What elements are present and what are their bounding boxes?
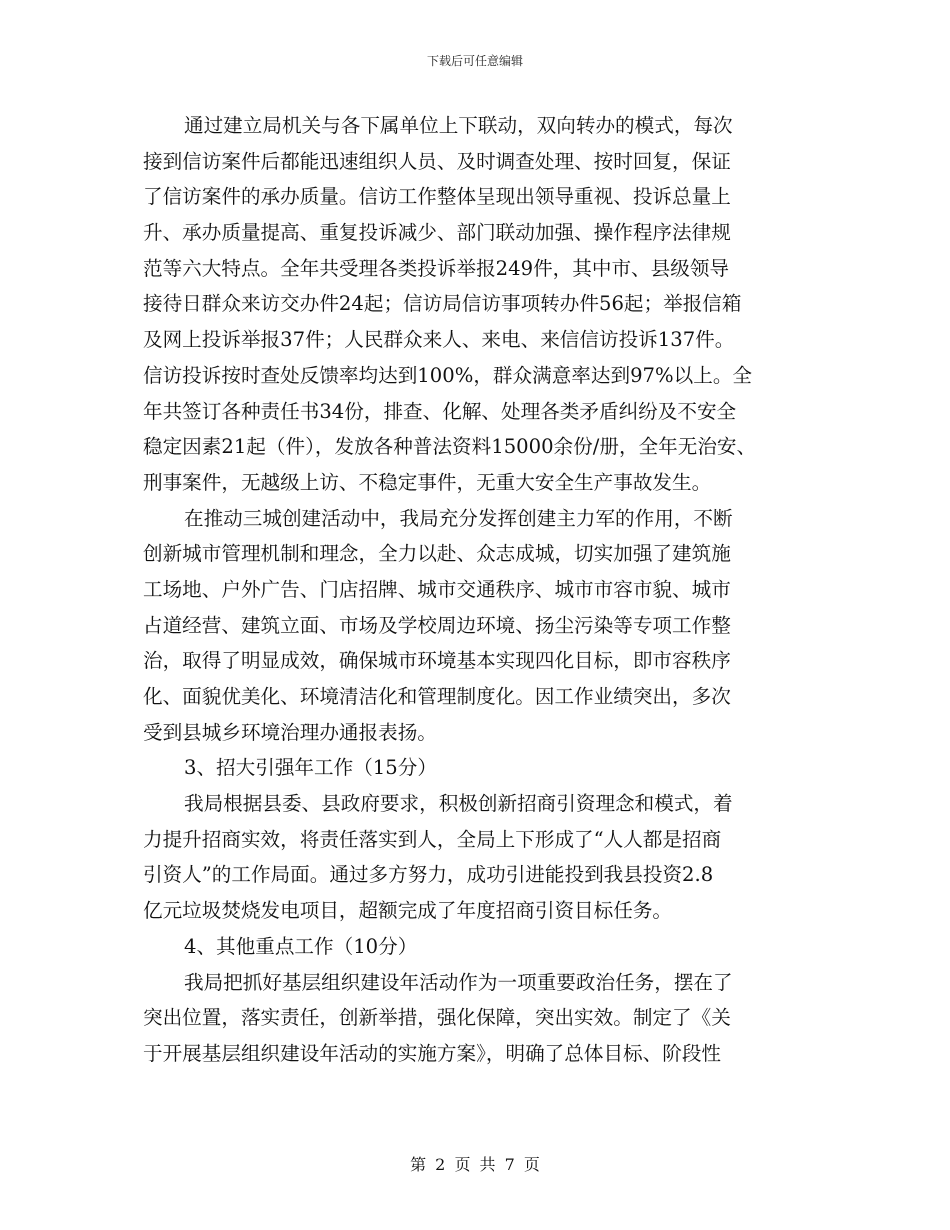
section-heading: 3、招大引强年工作（15分） (184, 756, 437, 780)
text-line: 工场地、户外广告、门店招牌、城市交通秩序、城市市容市貌、城市 (143, 577, 731, 601)
text-line: 突出位置，落实责任，创新举措，强化保障，突出实效。制定了《关 (143, 1006, 731, 1030)
text-line: 化、面貌优美化、环境清洁化和管理制度化。因工作业绩突出，多次 (143, 685, 731, 708)
text-line: 通过建立局机关与各下属单位上下联动，双向转办的模式，每次 (184, 114, 733, 137)
text-line: 接到信访案件后都能迅速组织人员、及时调查处理、按时回复，保证 (143, 149, 731, 173)
text-line: 我局根据县委、县政府要求，积极创新招商引资理念和模式，着 (184, 792, 733, 816)
document-body (143, 108, 808, 1072)
text-line: 年共签订各种责任书34份，排查、化解、处理各类矛盾纠纷及不安全 (143, 399, 737, 423)
text-line: 了信访案件的承办质量。信访工作整体呈现出领导重视、投诉总量上 (143, 185, 731, 209)
text-line: 力提升招商实效，将责任落实到人，全局上下形成了“人人都是招商 (143, 827, 722, 851)
text-line: 我局把抓好基层组织建设年活动作为一项重要政治任务，摆在了 (184, 970, 733, 994)
text-line: 亿元垃圾焚烧发电项目，超额完成了年度招商引资目标任务。 (143, 899, 673, 923)
text-line: 稳定因素21起（件），发放各种普法资料15000余份/册，全年无治安、 (143, 435, 757, 459)
section-heading: 4、其他重点工作（10分） (184, 934, 418, 958)
text-line: 占道经营、建筑立面、市场及学校周边环境、扬尘污染等专项工作整 (143, 613, 731, 637)
text-line: 于开展基层组织建设年活动的实施方案》，明确了总体目标、阶段性 (143, 1041, 722, 1065)
text-line: 接待日群众来访交办件24起；信访局信访事项转办件56起；举报信箱 (143, 292, 742, 316)
text-line: 信访投诉按时查处反馈率均达到100%，群众满意率达到97%以上。全 (143, 363, 753, 387)
text-line: 升、承办质量提高、重复投诉减少、部门联动加强、操作程序法律规 (143, 221, 731, 245)
text-line: 引资人”的工作局面。通过多方努力，成功引进能投到我县投资2.8 (143, 863, 714, 887)
text-line: 在推动三城创建活动中，我局充分发挥创建主力军的作用，不断 (184, 506, 733, 530)
page-header: 下载后可任意编辑 (426, 54, 523, 68)
text-line: 范等六大特点。全年共受理各类投诉举报249件，其中市、县级领导 (143, 256, 730, 280)
text-line: 创新城市管理机制和理念，全力以赴、众志成城，切实加强了建筑施 (143, 542, 731, 566)
text-line: 及网上投诉举报37件；人民群众来人、来电、来信信访投诉137件。 (143, 328, 735, 352)
text-line: 治，取得了明显成效，确保城市环境基本实现四化目标，即市容秩序 (143, 649, 731, 673)
page-number-footer: 第 2 页 共 7 页 (410, 1155, 540, 1174)
text-line: 刑事案件，无越级上访、不稳定事件，无重大安全生产事故发生。 (143, 470, 712, 494)
text-line: 受到县城乡环境治理办通报表扬。 (143, 720, 437, 744)
